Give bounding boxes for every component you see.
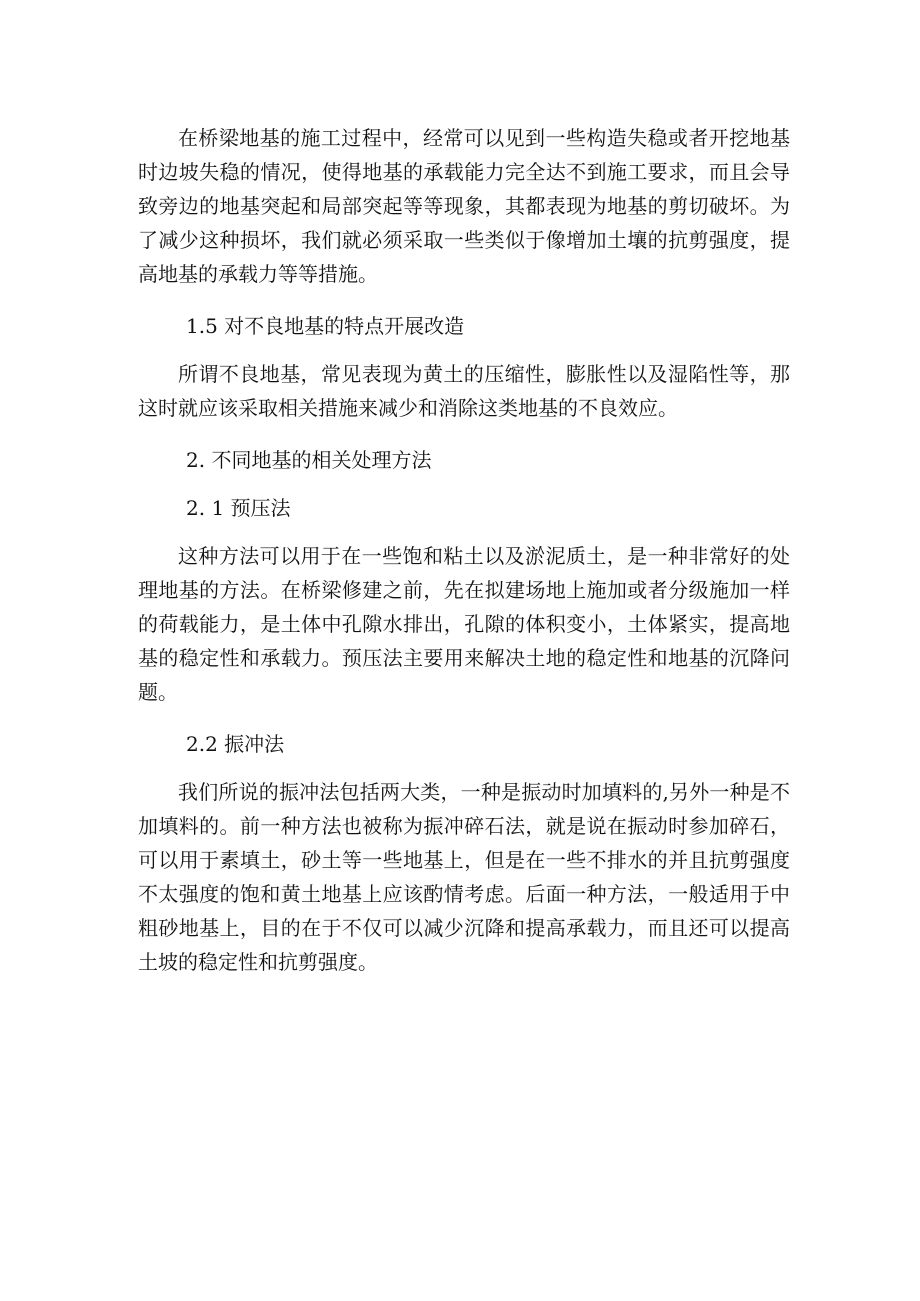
paragraph-preloading-method: 这种方法可以用于在一些饱和粘土以及淤泥质土，是一种非常好的处理地基的方法。在桥梁修建之前，先在拟建场地上施加或者分级施加一样的荷载能力，是土体中孔隙水排出，孔隙的体积变小，土体紧实，提高地基的稳定性和承载力。预压法主要用来解决土地的稳定性和地基的沉降问题。 xyxy=(138,544,790,704)
section-heading-2-1: 2. 1 预压法 xyxy=(186,496,291,520)
document-page xyxy=(138,121,790,979)
paragraph-vibroflotation-method: 我们所说的振冲法包括两大类，一种是振动时加填料的,另外一种是不加填料的。前一种方法也被称为振冲碎石法，就是说在振动时参加碎石，可以用于素填土，砂土等一些地基上，但是在一些不排水的并且抗剪强度不太强度的饱和黄土地基上应该酌情考虑。后面一种方法，一般适用于中粗砂地基上，目的在于不仅可以减少沉降和提高承载力，而且还可以提高土坡的稳定性和抗剪强度。 xyxy=(138,780,790,974)
section-heading-2: 2. 不同地基的相关处理方法 xyxy=(186,448,432,472)
paragraph-foundation-failure: 在桥梁地基的施工过程中，经常可以见到一些构造失稳或者开挖地基时边坡失稳的情况，使得地基的承载能力完全达不到施工要求，而且会导致旁边的地基突起和局部突起等等现象，其都表现为地基的剪切破坏。为了减少这种损坏，我们就必须采取一些类似于像增加土壤的抗剪强度，提高地基的承载力等等措施。 xyxy=(138,126,790,286)
paragraph-poor-foundation: 所谓不良地基，常见表现为黄土的压缩性，膨胀性以及湿陷性等，那这时就应该采取相关措施来减少和消除这类地基的不良效应。 xyxy=(138,362,790,420)
section-heading-2-2: 2.2 振冲法 xyxy=(186,732,285,756)
section-heading-1-5: 1.5 对不良地基的特点开展改造 xyxy=(186,314,465,338)
